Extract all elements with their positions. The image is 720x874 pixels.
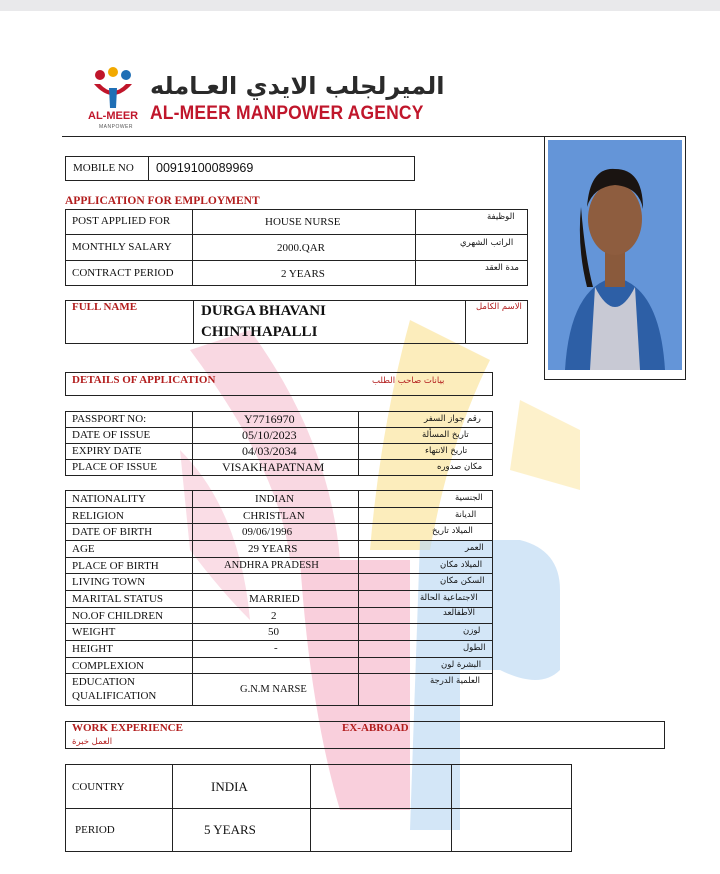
contract-ar: مدة العقد (485, 263, 519, 273)
education-label-2: QUALIFICATION (72, 690, 157, 702)
salary-ar: الراتب الشهري (460, 238, 514, 248)
weight-label: WEIGHT (72, 626, 116, 638)
education-label-1: EDUCATION (72, 676, 135, 688)
height-label: HEIGHT (72, 643, 113, 655)
birth-place-ar: الميلاد مكان (440, 560, 483, 570)
expiry-date-value: 04/03/2034 (242, 444, 297, 458)
agency-name-english: AL-MEER MANPOWER AGENCY (150, 103, 424, 124)
full-name-line1: DURGA BHAVANI (201, 303, 326, 319)
complexion-label: COMPLEXION (72, 660, 145, 672)
issue-date-ar: تاريخ المسألة (422, 430, 469, 440)
work-experience-heading: WORK EXPERIENCE (72, 722, 183, 734)
issue-place-value: VISAKHAPATNAM (222, 460, 325, 474)
complexion-ar: البشرة لون (441, 660, 482, 670)
post-ar: الوظيفة (487, 212, 515, 222)
passport-no-value: Y7716970 (244, 412, 295, 426)
birth-place-value: ANDHRA PRADESH (224, 560, 319, 571)
issue-date-value: 05/10/2023 (242, 428, 297, 442)
ex-abroad-label: EX-ABROAD (342, 722, 409, 734)
education-ar: العلمية الدرجة (430, 676, 480, 686)
living-town-ar: السكن مكان (440, 576, 485, 586)
issue-date-label: DATE OF ISSUE (72, 429, 151, 441)
contract-value: 2 YEARS (281, 268, 325, 280)
work-experience-ar: العمل خبرة (72, 737, 113, 747)
religion-ar: الديانة (455, 510, 477, 520)
passport-no-ar: رقم جواز السفر (424, 414, 481, 424)
logo-subtext: MANPOWER (99, 124, 133, 130)
dob-value: 09/06/1996 (242, 526, 293, 538)
post-label: POST APPLIED FOR (72, 215, 171, 227)
dob-label: DATE OF BIRTH (72, 526, 153, 538)
period-label: PERIOD (75, 824, 115, 836)
mobile-label: MOBILE NO (73, 162, 134, 174)
logo-text: AL-MEER (88, 110, 139, 122)
nationality-label: NATIONALITY (72, 493, 146, 505)
education-value: G.N.M NARSE (240, 684, 307, 695)
living-town-label: LIVING TOWN (72, 576, 146, 588)
weight-value: 50 (268, 626, 279, 638)
salary-label: MONTHLY SALARY (72, 241, 172, 253)
birth-place-label: PLACE OF BIRTH (72, 560, 159, 572)
employment-heading: APPLICATION FOR EMPLOYMENT (65, 195, 260, 207)
issue-place-ar: مكان صدوره (437, 462, 483, 472)
marital-label: MARITAL STATUS (72, 593, 164, 605)
agency-name-arabic: الميرلجلب الايدي العـامله (150, 72, 445, 100)
agency-logo-icon (90, 66, 136, 110)
nationality-ar: الجنسية (455, 493, 483, 503)
height-ar: الطول (463, 643, 486, 653)
period-value: 5 YEARS (204, 822, 256, 837)
country-value: INDIA (211, 779, 248, 794)
contract-label: CONTRACT PERIOD (72, 267, 174, 279)
weight-ar: لوزن (463, 626, 481, 636)
applicant-photo (544, 136, 686, 380)
top-bar (0, 0, 720, 11)
post-value: HOUSE NURSE (265, 216, 341, 228)
details-heading: DETAILS OF APPLICATION (72, 374, 216, 386)
age-value: 29 YEARS (248, 543, 298, 555)
passport-no-label: PASSPORT NO: (72, 413, 147, 425)
marital-value: MARRIED (249, 593, 300, 605)
children-ar: الأطفالعد (443, 608, 476, 618)
height-value: - (274, 642, 278, 654)
full-name-label: FULL NAME (72, 301, 138, 313)
issue-place-label: PLACE OF ISSUE (72, 461, 157, 473)
age-label: AGE (72, 543, 95, 555)
religion-value: CHRISTLAN (243, 510, 305, 522)
children-value: 2 (271, 610, 277, 622)
full-name-line2: CHINTHAPALLI (201, 324, 318, 340)
nationality-value: INDIAN (255, 493, 295, 505)
expiry-date-label: EXPIRY DATE (72, 445, 142, 457)
full-name-ar: الاسم الكامل (476, 302, 522, 312)
age-ar: العمر (465, 543, 484, 553)
religion-label: RELIGION (72, 510, 124, 522)
details-heading-ar: بيانات صاحب الطلب (372, 376, 445, 386)
mobile-value: 00919100089969 (156, 161, 254, 175)
expiry-date-ar: تاريخ الانتهاء (425, 446, 468, 456)
dob-ar: الميلاد تاريخ (432, 526, 473, 536)
children-label: NO.OF CHILDREN (72, 610, 164, 622)
country-label: COUNTRY (72, 781, 125, 793)
marital-ar: الاجتماعية الحالة (420, 593, 478, 603)
salary-value: 2000.QAR (277, 242, 325, 254)
